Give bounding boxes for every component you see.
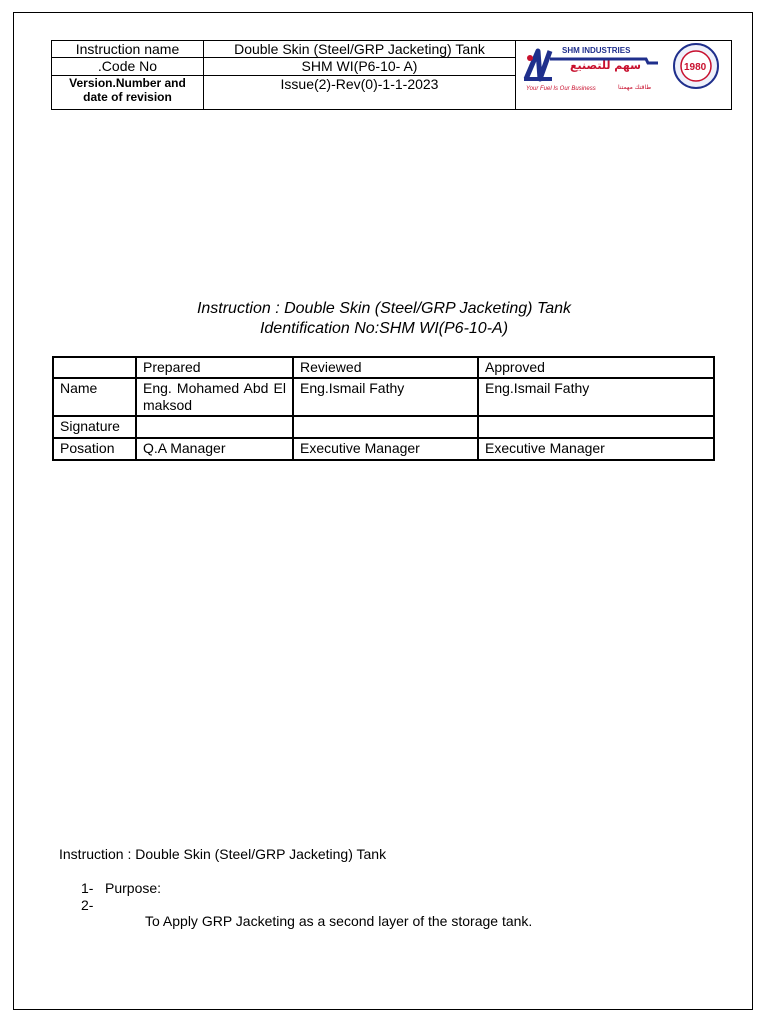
approval-header-reviewed: Reviewed bbox=[293, 357, 478, 378]
logo-company-name: SHM INDUSTRIES bbox=[562, 46, 631, 55]
approval-reviewed-name: Eng.Ismail Fathy bbox=[293, 378, 478, 416]
header-label-instruction-name: Instruction name bbox=[52, 41, 204, 58]
approval-row-label: Name bbox=[53, 378, 136, 416]
approval-reviewed-signature bbox=[293, 416, 478, 438]
body-intro: Instruction : Double Skin (Steel/GRP Jacketing) Tank bbox=[59, 846, 387, 862]
approval-header-row bbox=[53, 357, 714, 378]
approval-prepared-position: Q.A Manager bbox=[136, 438, 293, 460]
header-value-code-no: SHM WI(P6-10- A) bbox=[204, 58, 516, 75]
company-logo bbox=[516, 41, 732, 110]
logo-tagline: Your Fuel Is Our Business bbox=[526, 86, 596, 92]
approval-header-empty bbox=[53, 357, 136, 378]
title-line-2: Identification No:SHM WI(P6-10-A) bbox=[259, 320, 509, 337]
approval-row-signature bbox=[53, 416, 714, 438]
approval-row-label: Signature bbox=[53, 416, 136, 438]
header-label-version: Version.Number and date of revision bbox=[52, 75, 204, 110]
list-item-1-label: Purpose: bbox=[105, 880, 162, 896]
logo-tagline-arabic: طاقتك مهمتنا bbox=[618, 84, 652, 91]
list-item-2-number: 2- bbox=[81, 897, 94, 913]
approval-reviewed-position: Executive Manager bbox=[293, 438, 478, 460]
approval-header-prepared: Prepared bbox=[136, 357, 293, 378]
approval-header-approved: Approved bbox=[478, 357, 714, 378]
document-title bbox=[0, 299, 768, 339]
logo-arabic-name: سهم للتصنيع bbox=[570, 59, 641, 72]
title-line-1: Instruction : Double Skin (Steel/GRP Jacketing) Tank bbox=[196, 300, 572, 317]
approval-approved-position: Executive Manager bbox=[478, 438, 714, 460]
list-item-1-number: 1- bbox=[81, 880, 94, 896]
approval-row-label: Posation bbox=[53, 438, 136, 460]
approval-approved-name: Eng.Ismail Fathy bbox=[478, 378, 714, 416]
approval-row-position bbox=[53, 438, 714, 460]
header-label-code-no: .Code No bbox=[52, 58, 204, 75]
logo-year-badge: 1980 bbox=[684, 62, 707, 73]
approval-prepared-name: Eng. Mohamed Abd El maksod bbox=[136, 378, 293, 416]
approval-table bbox=[52, 356, 715, 461]
document-header-table bbox=[51, 40, 732, 110]
header-value-instruction-name: Double Skin (Steel/GRP Jacketing) Tank bbox=[204, 41, 516, 58]
approval-row-name bbox=[53, 378, 714, 416]
header-value-version: Issue(2)-Rev(0)-1-1-2023 bbox=[204, 75, 516, 110]
purpose-text: To Apply GRP Jacketing as a second layer of the storage tank. bbox=[145, 913, 533, 929]
approval-approved-signature bbox=[478, 416, 714, 438]
approval-prepared-signature bbox=[136, 416, 293, 438]
